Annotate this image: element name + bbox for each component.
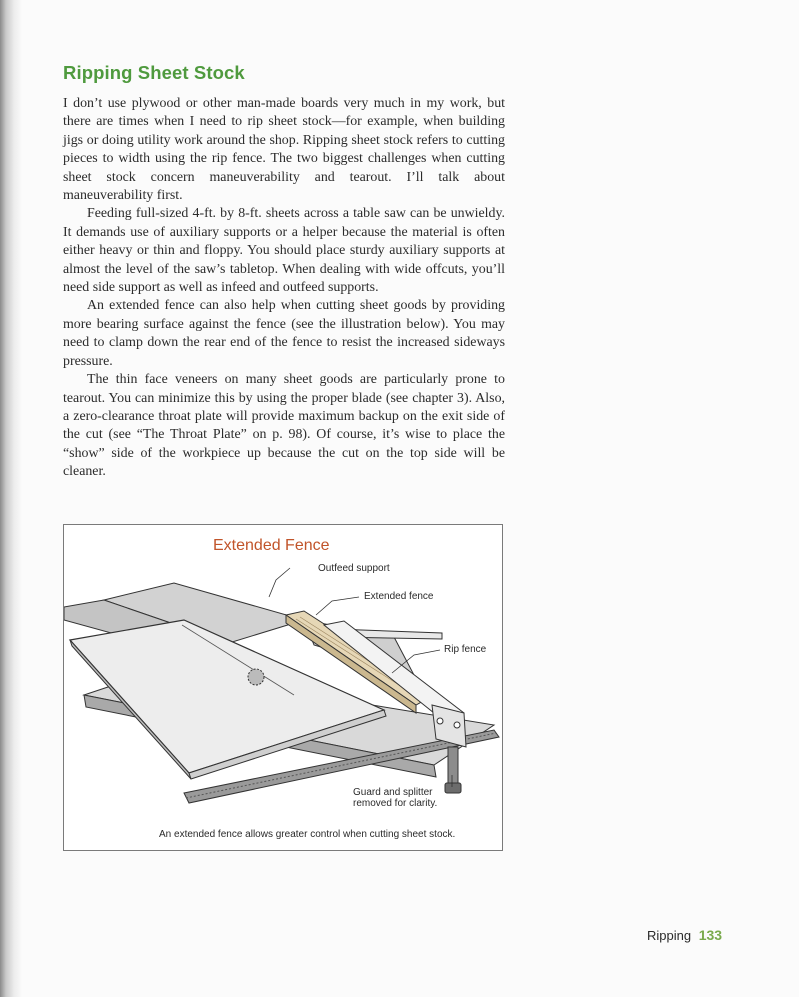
body-text	[63, 95, 505, 482]
callout-guard-line2: removed for clarity.	[353, 798, 438, 809]
paragraph-4: The thin face veneers on many sheet goods are particularly prone to tearout. You can minimize this by using the proper blade (see chapter 3). Also, a zero-clearance throat plate will provide maximum backup on the exit side of the cut (see “The Throat Plate” on p. 98). Of course, it’s wise to place the “show” side of the workpiece up because the cut on the top side will be cleaner.	[63, 372, 505, 480]
section-heading: Ripping Sheet Stock	[63, 62, 245, 83]
paragraph-2: Feeding full-sized 4-ft. by 8-ft. sheets across a table saw can be unwieldy. It demands use of auxiliary supports or a helper because the material is often either heavy or thin and floppy. You should place sturdy auxiliary supports at almost the level of the saw’s tabletop. When dealing with wide offcuts, you’ll need side support as well as infeed and outfeed supports.	[63, 206, 505, 296]
paragraph-3: An extended fence can also help when cutting sheet goods by providing more bearing surface against the fence (see the illustration below). You may need to clamp down the rear end of the fence to resist the increased sideways pressure.	[63, 298, 505, 369]
page-binding-shadow	[0, 0, 22, 997]
callout-extended-fence: Extended fence	[364, 591, 434, 602]
paragraph-1: I don’t use plywood or other man-made boards very much in my work, but there are times when I need to rip sheet stock—for example, when building jigs or doing utility work around the shop. Ripping sheet stock refers to cutting pieces to width using the rip fence. The two biggest challenges when cutting sheet stock concern maneuverability and tearout. I’ll talk about maneuverability first.	[63, 96, 505, 204]
figure-caption: An extended fence allows greater control when cutting sheet stock.	[159, 829, 456, 840]
callout-guard-line1: Guard and splitter	[353, 787, 433, 798]
footer-section: Ripping	[647, 928, 692, 943]
figure-box	[63, 524, 503, 851]
callout-rip-fence: Rip fence	[444, 644, 487, 655]
callout-outfeed-support: Outfeed support	[318, 563, 390, 574]
figure-title: Extended Fence	[213, 537, 330, 554]
page-number: 133	[698, 927, 723, 943]
page-footer	[647, 927, 722, 943]
